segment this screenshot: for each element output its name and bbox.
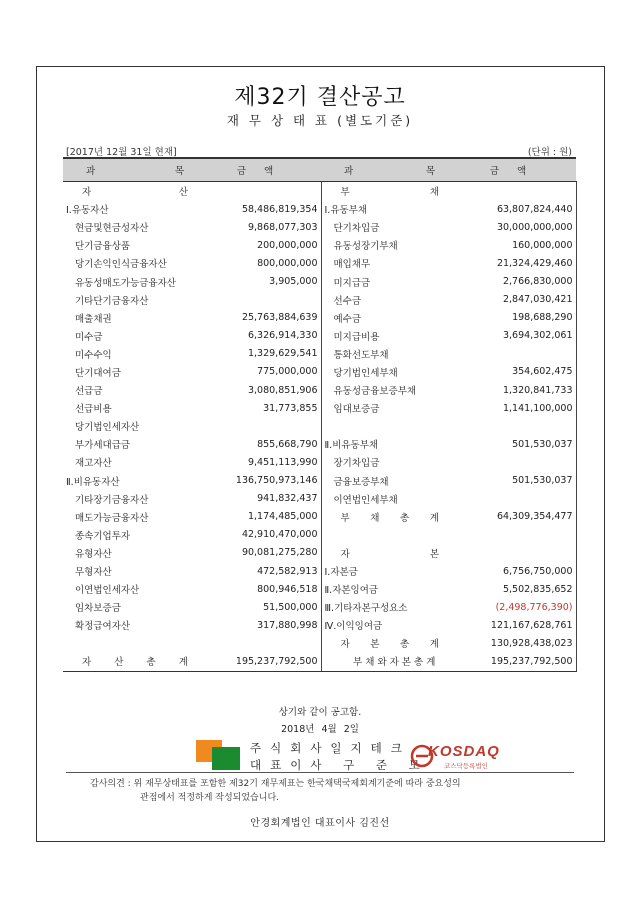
- liability-amount: 1,320,841,733: [458, 381, 576, 399]
- table-body: [63, 182, 576, 672]
- asset-item: 무형자산: [75, 567, 112, 579]
- asset-amount: 941,832,437: [207, 490, 321, 508]
- asset-amount: 317,880,998: [207, 616, 321, 634]
- liability-item: 부 채 총 계: [321, 508, 458, 526]
- asset-item: 미수수익: [75, 349, 112, 361]
- asset-amount: [207, 634, 321, 652]
- liability-item: Ⅲ.기타자본구성요소: [321, 598, 458, 616]
- asset-amount: 31,773,855: [207, 399, 321, 417]
- asset-amount: 800,946,518: [207, 580, 321, 598]
- page-subtitle: 재 무 상 태 표 (별도기준): [226, 113, 414, 128]
- asset-amount: 1,174,485,000: [207, 508, 321, 526]
- asset-item: 당기법인세자산: [75, 422, 140, 434]
- asset-amount: [207, 417, 321, 435]
- asset-amount: 775,000,000: [207, 363, 321, 381]
- table-row: [63, 453, 576, 471]
- liability-amount: 6,756,750,000: [458, 562, 576, 580]
- audit-divider: [66, 772, 574, 773]
- asset-amount: [207, 291, 321, 309]
- asset-amount: 200,000,000: [207, 236, 321, 254]
- asset-item: [63, 634, 207, 652]
- liability-item: Ⅱ.비유동부채: [321, 435, 458, 453]
- liability-amount: 2,766,830,000: [458, 272, 576, 290]
- asset-item: 유동성매도가능금융자산: [75, 277, 176, 289]
- notice-text: 상기와 같이 공고함.: [278, 707, 362, 718]
- asset-amount: 3,080,851,906: [207, 381, 321, 399]
- table-row: [63, 182, 576, 201]
- notice-date: 2018년 4월 2일: [281, 724, 359, 735]
- asset-amount: 25,763,884,639: [207, 309, 321, 327]
- as-of-date: [2017년 12월 31일 현재]: [66, 147, 177, 158]
- balance-sheet-table: [63, 157, 577, 672]
- kosdaq-logo-subtext: 코스닥등록법인: [444, 762, 488, 770]
- asset-item: 이연법인세자산: [75, 585, 140, 597]
- header-liabilities-amount: 금액: [458, 158, 576, 182]
- table-row: [63, 254, 576, 272]
- liability-item: 미지급금: [321, 272, 458, 290]
- asset-item: 확정급여자산: [75, 621, 131, 633]
- table-row: [63, 472, 576, 490]
- audit-opinion-line2: 관점에서 적정하게 작성되었습니다.: [140, 793, 279, 803]
- table-row: [63, 291, 576, 309]
- liability-amount: 5,502,835,652: [458, 580, 576, 598]
- asset-item: 자 산 총 계: [63, 652, 207, 671]
- table-row: [63, 562, 576, 580]
- header-assets-amount: 금액: [207, 158, 321, 182]
- liability-item: 자 본: [321, 544, 458, 562]
- table-row: [63, 526, 576, 544]
- table-row: [63, 598, 576, 616]
- liability-amount: 64,309,354,477: [458, 508, 576, 526]
- liability-item: 임대보증금: [321, 399, 458, 417]
- table-row: [63, 490, 576, 508]
- liability-amount: [458, 544, 576, 562]
- table-row: [63, 435, 576, 453]
- liability-amount: 30,000,000,000: [458, 218, 576, 236]
- auditor-name: 안경회계법인 대표이사 김진선: [250, 818, 390, 829]
- liability-amount: 1,141,100,000: [458, 399, 576, 417]
- liability-amount: [458, 182, 576, 201]
- liability-item: 통화선도부채: [321, 345, 458, 363]
- table-row: [63, 363, 576, 381]
- asset-item: Ⅱ.비유동자산: [66, 476, 120, 488]
- asset-amount: 58,486,819,354: [207, 200, 321, 218]
- asset-amount: 9,451,113,990: [207, 453, 321, 471]
- liability-item: [321, 526, 458, 544]
- asset-amount: 3,905,000: [207, 272, 321, 290]
- asset-item: 현금및현금성자산: [75, 223, 149, 235]
- kosdaq-logo-text: KOSDAQ: [428, 743, 500, 760]
- liability-amount: 21,324,429,460: [458, 254, 576, 272]
- company-name: 주식회사일지테크: [250, 741, 411, 755]
- asset-item: 자 산: [82, 187, 188, 199]
- liability-amount: [458, 345, 576, 363]
- table-row: [63, 218, 576, 236]
- table-row: [63, 236, 576, 254]
- table-row: [63, 652, 576, 671]
- liability-item: 부 채: [321, 182, 458, 201]
- company-logo-icon: [196, 740, 240, 770]
- liability-amount: 354,602,475: [458, 363, 576, 381]
- liability-item: 선수금: [321, 291, 458, 309]
- asset-amount: 472,582,913: [207, 562, 321, 580]
- liability-amount: 195,237,792,500: [458, 652, 576, 671]
- liability-item: 단기차입금: [321, 218, 458, 236]
- liability-amount: [458, 490, 576, 508]
- ceo-name: 대표이사 구 준 모: [250, 758, 429, 772]
- asset-amount: 195,237,792,500: [207, 652, 321, 671]
- asset-item: 매도가능금융자산: [75, 512, 149, 524]
- asset-item: Ⅰ.유동자산: [66, 205, 109, 217]
- asset-item: 당기손익인식금융자산: [75, 259, 167, 271]
- liability-item: 매입채무: [321, 254, 458, 272]
- liability-amount: 160,000,000: [458, 236, 576, 254]
- liability-amount: (2,498,776,390): [458, 598, 576, 616]
- liability-item: 부 채 와 자 본 총 계: [321, 652, 458, 671]
- unit-label: (단위 : 원): [527, 147, 572, 158]
- asset-item: 선급비용: [75, 404, 112, 416]
- kosdaq-logo: [406, 738, 518, 772]
- liability-amount: 198,688,290: [458, 309, 576, 327]
- asset-item: 선급금: [75, 386, 103, 398]
- liability-item: 예수금: [321, 309, 458, 327]
- liability-item: 유동성장기부채: [321, 236, 458, 254]
- table-row: [63, 309, 576, 327]
- asset-item: 단기대여금: [75, 367, 121, 379]
- asset-item: 미수금: [75, 331, 103, 343]
- liability-amount: [458, 417, 576, 435]
- asset-item: 매출채권: [75, 313, 112, 325]
- table-row: [63, 417, 576, 435]
- table-row: [63, 634, 576, 652]
- table-row: [63, 544, 576, 562]
- asset-amount: 800,000,000: [207, 254, 321, 272]
- liability-item: 유동성금융보증부채: [321, 381, 458, 399]
- liability-amount: 2,847,030,421: [458, 291, 576, 309]
- liability-item: 당기법인세부채: [321, 363, 458, 381]
- liability-item: 금융보증부채: [321, 472, 458, 490]
- liability-amount: [458, 453, 576, 471]
- asset-amount: 855,668,790: [207, 435, 321, 453]
- table-row: [63, 616, 576, 634]
- asset-amount: 1,329,629,541: [207, 345, 321, 363]
- table-header-row: [63, 158, 576, 182]
- asset-amount: 90,081,275,280: [207, 544, 321, 562]
- liability-item: 미지급비용: [321, 327, 458, 345]
- table-row: [63, 381, 576, 399]
- audit-opinion-line1: 감사의견 : 위 재무상태표를 포함한 제32기 재무제표는 한국채택국제회계기준에 따라 중요성의: [90, 779, 461, 789]
- liability-amount: 501,530,037: [458, 472, 576, 490]
- table-row: [63, 345, 576, 363]
- asset-item: 임차보증금: [75, 603, 121, 615]
- table-row: [63, 272, 576, 290]
- liability-item: Ⅱ.자본잉여금: [321, 580, 458, 598]
- asset-item: 재고자산: [75, 458, 112, 470]
- header-liabilities-item: 과 목: [321, 158, 458, 182]
- table-row: [63, 508, 576, 526]
- header-assets-item: 과 목: [63, 158, 207, 182]
- asset-amount: 42,910,470,000: [207, 526, 321, 544]
- liability-amount: 121,167,628,761: [458, 616, 576, 634]
- liability-item: Ⅰ.자본금: [321, 562, 458, 580]
- liability-amount: [458, 526, 576, 544]
- asset-amount: [207, 182, 321, 201]
- asset-item: 단기금융상품: [75, 241, 131, 253]
- liability-item: 이연법인세부채: [321, 490, 458, 508]
- table-row: [63, 327, 576, 345]
- asset-item: 기타단기금융자산: [75, 295, 149, 307]
- liability-item: Ⅰ.유동부채: [321, 200, 458, 218]
- liability-amount: 63,807,824,440: [458, 200, 576, 218]
- asset-amount: 136,750,973,146: [207, 472, 321, 490]
- liability-amount: 3,694,302,061: [458, 327, 576, 345]
- liability-amount: 501,530,037: [458, 435, 576, 453]
- asset-item: 부가세대급금: [75, 440, 131, 452]
- liability-item: 장기차입금: [321, 453, 458, 471]
- asset-item: 유형자산: [75, 548, 112, 560]
- liability-item: [321, 417, 458, 435]
- table-row: [63, 200, 576, 218]
- table-row: [63, 580, 576, 598]
- asset-amount: 6,326,914,330: [207, 327, 321, 345]
- asset-item: 기타장기금융자산: [75, 494, 149, 506]
- table-row: [63, 399, 576, 417]
- asset-item: 종속기업투자: [75, 530, 131, 542]
- page-title: 제32기 결산공고: [234, 85, 406, 110]
- asset-amount: 51,500,000: [207, 598, 321, 616]
- liability-item: Ⅳ.이익잉여금: [321, 616, 458, 634]
- liability-amount: 130,928,438,023: [458, 634, 576, 652]
- liability-item: 자 본 총 계: [321, 634, 458, 652]
- asset-amount: 9,868,077,303: [207, 218, 321, 236]
